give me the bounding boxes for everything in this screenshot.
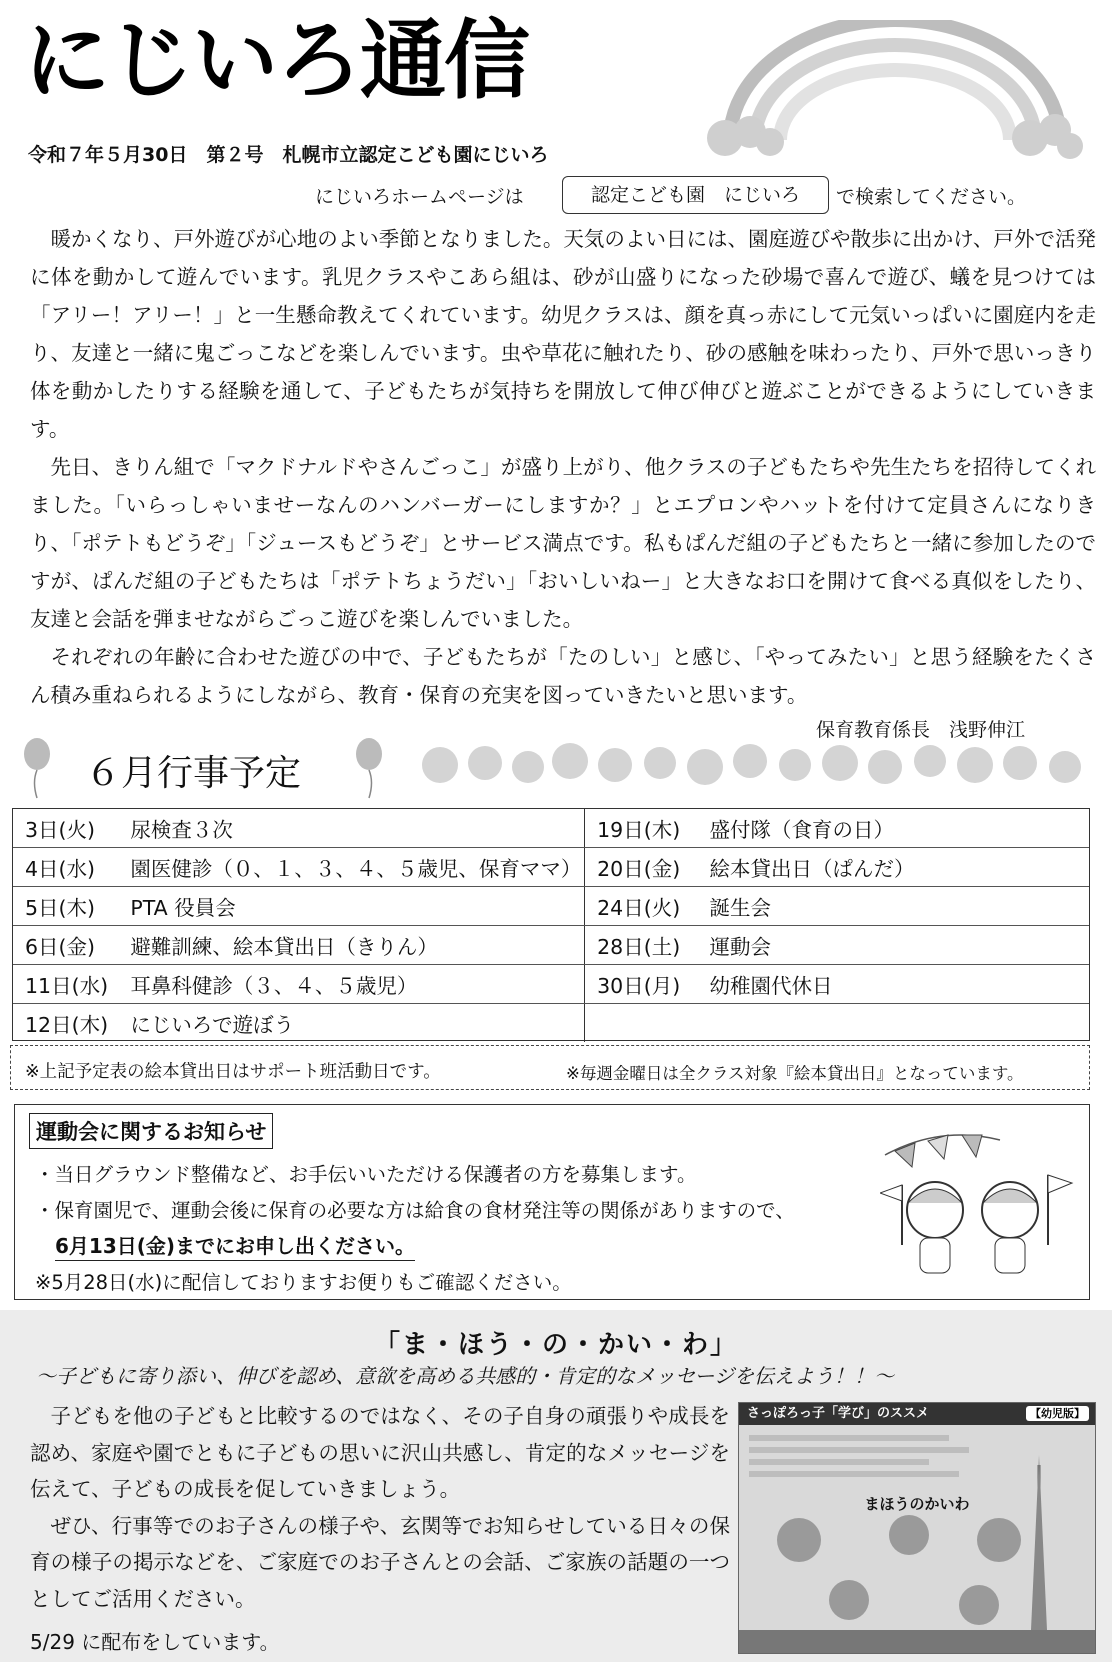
schedule-row bbox=[13, 1004, 1089, 1043]
schedule-event: 盛付隊（食育の日） bbox=[709, 809, 1089, 848]
schedule-event: 幼稚園代休日 bbox=[709, 965, 1089, 1004]
rainbow-illustration bbox=[700, 20, 1090, 170]
sports-day-deadline: 6月13日(金)までにお申し出ください。 bbox=[55, 1230, 415, 1261]
mahou-poster-image bbox=[738, 1402, 1096, 1654]
schedule-event: 絵本貸出日（ぱんだ） bbox=[709, 848, 1089, 887]
mahou-body bbox=[30, 1398, 730, 1617]
schedule-notes bbox=[10, 1045, 1090, 1090]
poster-illustration bbox=[739, 1425, 1095, 1653]
newsletter-title: にじいろ通信 bbox=[24, 11, 528, 111]
poster-badge: 【幼児版】 bbox=[1026, 1406, 1089, 1421]
schedule-event: 耳鼻科健診（３、４、５歳児） bbox=[130, 965, 584, 1004]
schedule-event: 運動会 bbox=[709, 926, 1089, 965]
schedule-row bbox=[13, 965, 1089, 1004]
schedule-note: ※上記予定表の絵本貸出日はサポート班活動日です。 bbox=[25, 1062, 441, 1082]
schedule-row bbox=[13, 887, 1089, 926]
mahou-paragraph: 子どもを他の子どもと比較するのではなく、その子自身の頑張りや成長を認め、家庭や園でともに子どもの思いに沢山共感し、肯定的なメッセージを伝えて、子どもの成長を促していきましょう。 bbox=[30, 1404, 730, 1501]
mahou-paragraph: ぜひ、行事等でのお子さんの様子や、玄関等でお知らせしている日々の保育の様子の掲示などを、ご家庭でのお子さんとの会話、ご家族の話題の一つとしてご活用ください。 bbox=[30, 1513, 730, 1611]
schedule-event: 避難訓練、絵本貸出日（きりん） bbox=[130, 926, 584, 965]
schedule-event bbox=[709, 1004, 1089, 1043]
sports-day-item: ・保育園児で、運動会後に保育の必要な方は給食の食材発注等の関係がありますので、 bbox=[35, 1199, 795, 1222]
schedule-row bbox=[13, 926, 1089, 965]
intro-paragraph: それぞれの年齢に合わせた遊びの中で、子どもたちが「たのしい」と感じ、「やってみたい」と思う経験をたくさん積み重ねられるようにしながら、教育・保育の充実を図っていきたいと思います。 bbox=[30, 645, 1096, 707]
mahou-date: 5/29 に配布をしています。 bbox=[30, 1630, 280, 1654]
schedule-table bbox=[12, 808, 1090, 1041]
sports-day-item: ※5月28日(水)に配信しておりますお便りもご確認ください。 bbox=[35, 1271, 572, 1294]
schedule-date: 30日(月) bbox=[585, 965, 710, 1004]
search-keyword-box: 認定こども園 にじいろ bbox=[562, 176, 829, 214]
decorative-dots bbox=[420, 735, 1090, 795]
schedule-title: ６月行事予定 bbox=[85, 753, 302, 794]
issue-meta: 令和７年５月30日 第２号 札幌市立認定こども園にじいろ bbox=[28, 144, 549, 166]
sports-day-title: 運動会に関するお知らせ bbox=[29, 1113, 273, 1149]
schedule-date: 20日(金) bbox=[585, 848, 710, 887]
sports-day-notice bbox=[14, 1104, 1090, 1300]
schedule-date: 19日(木) bbox=[585, 809, 710, 848]
schedule-date: 6日(金) bbox=[13, 926, 130, 965]
schedule-event: 園医健診（０、１、３、４、５歳児、保育ママ） bbox=[130, 848, 584, 887]
poster-main-text: まほうのかいわ bbox=[864, 1495, 970, 1513]
homepage-text-suffix: で検索してください。 bbox=[836, 186, 1027, 208]
schedule-date: 28日(土) bbox=[585, 926, 710, 965]
poster-heading-text: さっぽろっ子「学び」のススメ bbox=[747, 1406, 930, 1421]
schedule-date: 11日(水) bbox=[13, 965, 130, 1004]
balloon-icon bbox=[20, 736, 54, 800]
intro-paragraph: 先日、きりん組で「マクドナルドやさんごっこ」が盛り上がり、他クラスの子どもたちや先生たちを招待してくれました。「いらっしゃいませーなんのハンバーガーにしますか？」とエプロンやハットを付けて定員さんになりきり、「ポテトもどうぞ」「ジュースもどうぞ」とサービス満点です。私もぱんだ組の子どもたちと一緒に参加したのですが、ぱんだ組の子どもたちは「ポテトちょうだい」「おいしいねー」と大きなお口を開けて食べる真似をしたり、友達と会話を弾ませながらごっこ遊びを楽しんでいました。 bbox=[30, 455, 1096, 631]
schedule-event: PTA 役員会 bbox=[130, 887, 584, 926]
balloon-icon bbox=[352, 736, 386, 800]
schedule-row bbox=[13, 809, 1089, 848]
schedule-date bbox=[585, 1004, 710, 1043]
signer: 保育教育係長 浅野伸江 bbox=[816, 719, 1026, 741]
schedule-date: 5日(木) bbox=[13, 887, 130, 926]
intro-section bbox=[30, 220, 1096, 714]
children-flags-illustration bbox=[880, 1115, 1080, 1285]
schedule-event: にじいろで遊ぼう bbox=[130, 1013, 295, 1037]
intro-paragraph: 暖かくなり、戸外遊びが心地のよい季節となりました。天気のよい日には、園庭遊びや散歩に出かけ、戸外で活発に体を動かして遊んでいます。乳児クラスやこあら組は、砂が山盛りになった砂場で喜んで遊び、蟻を見つけては「アリー！アリー！」と一生懸命教えてくれています。幼児クラスは、顔を真っ赤にして元気いっぱいに園庭内を走り、友達と一緒に鬼ごっこなどを楽しんでいます。虫や草花に触れたり、砂の感触を味わったり、戸外で思いっきり体を動かしたりする経験を通して、子どもたちが気持ちを開放して伸び伸びと遊ぶことができるようにしていきます。 bbox=[30, 227, 1096, 441]
schedule-row bbox=[13, 848, 1089, 887]
schedule-note: ※毎週金曜日は全クラス対象『絵本貸出日』となっています。 bbox=[566, 1064, 1024, 1083]
schedule-date: 12日(木) bbox=[25, 1013, 109, 1037]
sports-day-item: ・当日グラウンド整備など、お手伝いいただける保護者の方を募集します。 bbox=[35, 1163, 697, 1186]
mahou-subtitle: ～子どもに寄り添い、伸びを認め、意欲を高める共感的・肯定的なメッセージを伝えよう！！～ bbox=[36, 1364, 894, 1388]
schedule-date: 4日(水) bbox=[13, 848, 130, 887]
homepage-text: にじいろホームページは bbox=[315, 186, 524, 208]
schedule-date: 24日(火) bbox=[585, 887, 710, 926]
schedule-date: 3日(火) bbox=[13, 809, 130, 848]
schedule-event: 尿検査３次 bbox=[130, 809, 584, 848]
mahou-title: 「ま・ほう・の・かい・わ」 bbox=[373, 1330, 738, 1360]
mahou-section bbox=[0, 1310, 1112, 1662]
schedule-event: 誕生会 bbox=[709, 887, 1089, 926]
poster-heading bbox=[739, 1403, 1095, 1425]
